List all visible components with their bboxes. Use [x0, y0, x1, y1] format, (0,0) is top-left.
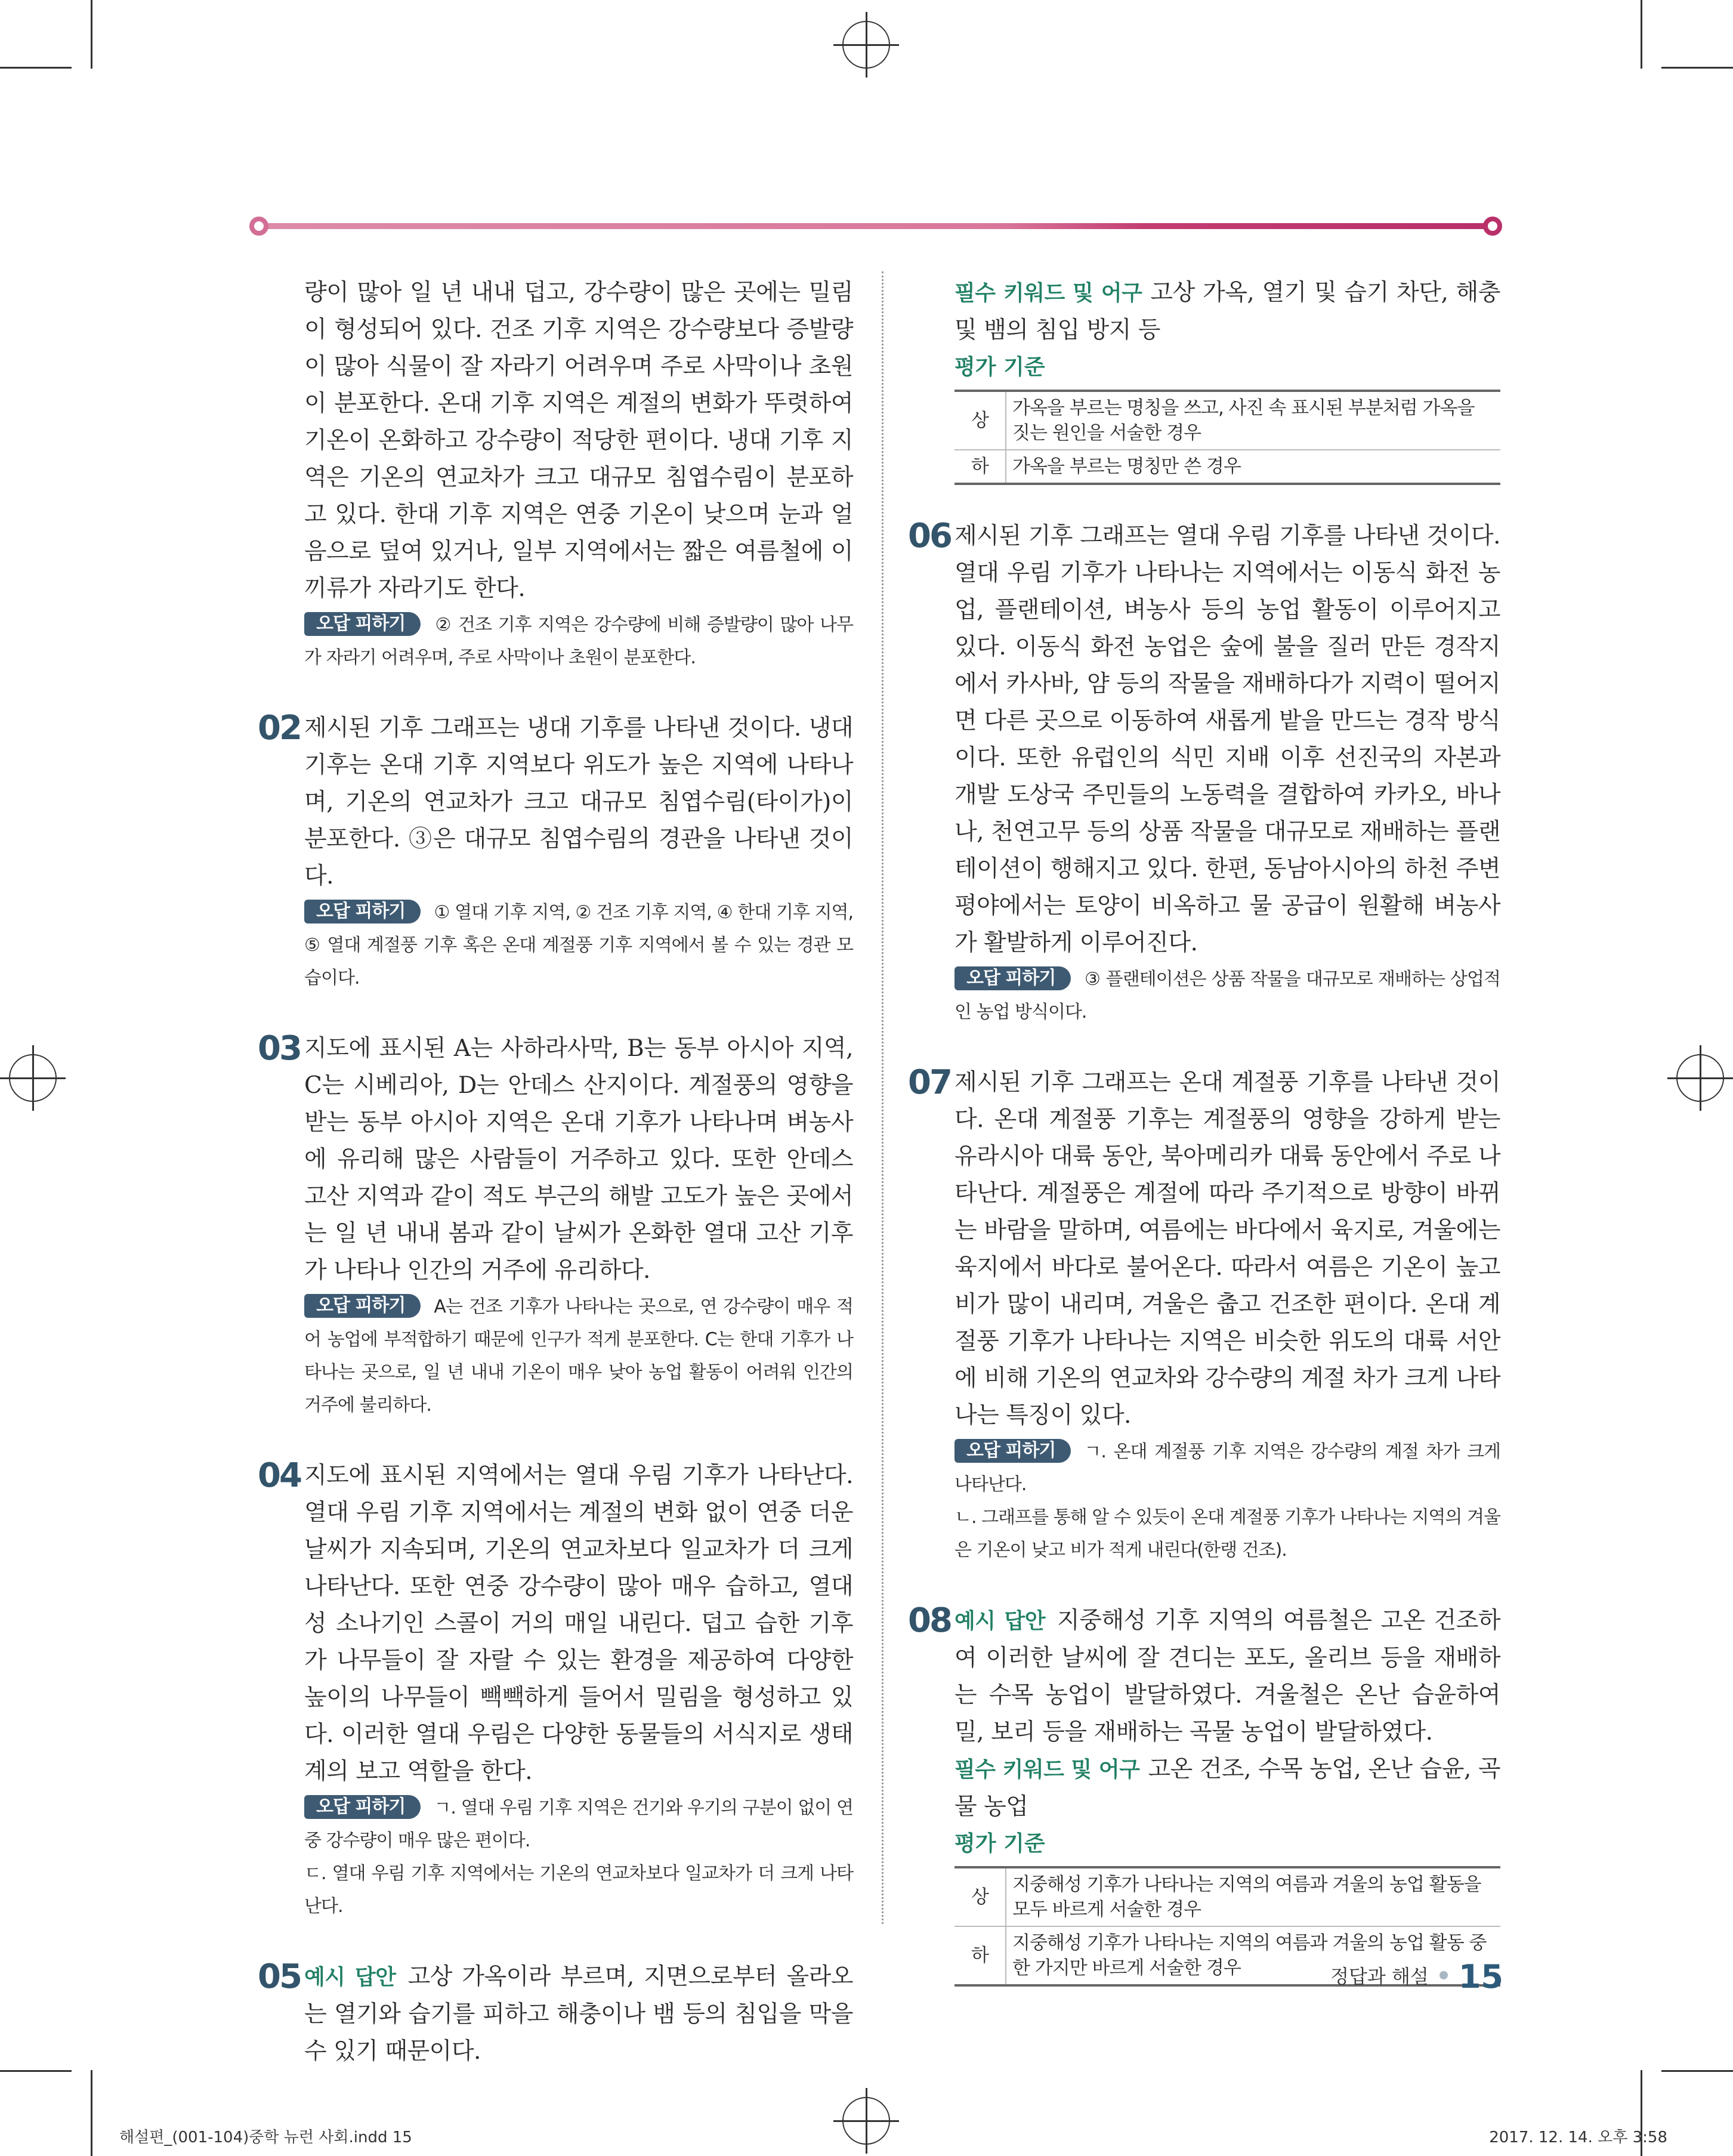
- answer-06: [908, 517, 1500, 1028]
- evaluation-table: [954, 390, 1500, 485]
- keyword-label: 필수 키워드 및 어구: [954, 1757, 1140, 1782]
- table-row: [954, 391, 1500, 450]
- wrong-answer-note: [954, 1435, 1500, 1567]
- wrong-answer-note: [954, 963, 1500, 1028]
- keyword-label: 필수 키워드 및 어구: [954, 281, 1142, 305]
- question-number: 02: [258, 709, 301, 748]
- wrong-answer-tag: 오답 피하기: [304, 612, 421, 636]
- question-number: 05: [258, 1957, 301, 1996]
- answer-body: 량이 많아 일 년 내내 덥고, 강수량이 많은 곳에는 밀림이 형성되어 있다. 건조 기후 지역은 강수량보다 증발량이 많아 식물이 잘 자라기 어려우며 주로 사막이나 초원이 분포한다. 온대 기후 지역은 계절의 변화가 뚜렷하여 기온이 온화하고 강수량이 적당한 편이다. 냉대 기후 지역은 기온의 연교차가 크고 대규모 침엽수림이 분포하고 있다. 한대 기후 지역은 연중 기온이 낮으며 눈과 얼음으로 덮여 있거나, 일부 지역에서는 짧은 여름철에 이끼류가 자라기도 한다.: [304, 279, 853, 602]
- answer-intro: [304, 274, 853, 674]
- note-text: ㄱ. 온대 계절풍 기후 지역은 강수량의 계절 차가 크게 나타난다.: [954, 1441, 1500, 1495]
- grade-cell: 하: [954, 1926, 1006, 1985]
- note-text: ① 열대 기후 지역, ② 건조 기후 지역, ④ 한대 기후 지역, ⑤ 열대 계절풍 기후 혹은 온대 계절풍 기후 지역에서 볼 수 있는 경관 모습이다.: [304, 902, 853, 989]
- question-number: 08: [908, 1601, 951, 1640]
- note-text: ㄴ. 그래프를 통해 알 수 있듯이 온대 계절풍 기후가 나타나는 지역의 겨울은 기온이 낮고 비가 적게 내린다(한랭 건조).: [954, 1507, 1500, 1561]
- criteria-cell: 가옥을 부르는 명칭만 쓴 경우: [1006, 450, 1500, 484]
- wrong-answer-tag: 오답 피하기: [954, 966, 1071, 990]
- note-text: A는 건조 기후가 나타나는 곳으로, 연 강수량이 매우 적어 농업에 부적합하기 때문에 인구가 적게 분포한다. C는 한대 기후가 나타나는 곳으로, 일 년 내내 기온이 매우 낮아 농업 활동이 어려워 인간의 거주에 불리하다.: [304, 1296, 853, 1416]
- column-divider: [882, 271, 884, 1924]
- answer-body: 지중해성 기후 지역의 여름철은 고온 건조하여 이러한 날씨에 잘 견디는 포도, 올리브 등을 재배하는 수목 농업이 발달하였다. 겨울철은 온난 습윤하여 밀, 보리 등을 재배하는 곡물 농업이 발달하였다.: [954, 1607, 1500, 1746]
- answer-08: [908, 1601, 1501, 1987]
- file-slug: 해설편_(001-104)중학 뉴런 사회.indd 15: [119, 2129, 412, 2146]
- right-column: [908, 274, 1501, 1987]
- note-text: ㄱ. 열대 우림 기후 지역은 건기와 우기의 구분이 없이 연중 강수량이 매우 많은 편이다.: [304, 1797, 853, 1851]
- registration-mark-right: [1667, 1045, 1733, 1111]
- question-number: 07: [908, 1063, 951, 1102]
- registration-mark-bottom: [833, 2088, 899, 2154]
- answer-04: [258, 1456, 853, 1923]
- answer-05-continued: [954, 274, 1500, 485]
- page-footer: [1300, 1958, 1503, 1996]
- answer-body: 고상 가옥이라 부르며, 지면으로부터 올라오는 열기와 습기를 피하고 해충이나 뱀 등의 침입을 막을 수 있기 때문이다.: [304, 1963, 853, 2065]
- bullet-icon: [1439, 1971, 1448, 1979]
- answer-body: 지도에 표시된 A는 사하라사막, B는 동부 아시아 지역, C는 시베리아, D는 안데스 산지이다. 계절풍의 영향을 받는 동부 아시아 지역은 온대 기후가 나타나며 벼농사에 유리해 많은 사람들이 거주하고 있다. 또한 안데스 고산 지역과 같이 적도 부근의 해발 고도가 높은 곳에서는 일 년 내내 봄과 같이 날씨가 온화한 열대 고산 기후가 나타나 인간의 거주에 유리하다.: [304, 1035, 853, 1284]
- wrong-answer-note: [304, 1290, 853, 1422]
- header-bar-dot-left: [249, 217, 268, 236]
- wrong-answer-note: [304, 896, 853, 994]
- answer-body: 지도에 표시된 지역에서는 열대 우림 기후가 나타난다. 열대 우림 기후 지역에서는 계절의 변화 없이 연중 더운 날씨가 지속되며, 기온의 연교차보다 일교차가 더 크게 나타난다. 또한 연중 강수량이 많아 매우 습하고, 열대성 소나기인 스콜이 거의 매일 내린다. 덥고 습한 기후가 나무들이 잘 자랄 수 있는 환경을 제공하여 다양한 높이의 나무들이 빽빽하게 들어서 밀림을 형성하고 있다. 이러한 열대 우림은 다양한 동물들의 서식지로 생태계의 보고 역할을 한다.: [304, 1462, 853, 1785]
- table-row: [954, 1867, 1500, 1926]
- wrong-answer-note: [304, 609, 853, 674]
- answer-03: [258, 1029, 853, 1422]
- question-number: 04: [258, 1456, 301, 1495]
- wrong-answer-tag: 오답 피하기: [954, 1439, 1071, 1463]
- evaluation-label: 평가 기준: [954, 355, 1045, 379]
- section-label: 정답과 해설: [1330, 1965, 1429, 1988]
- example-answer-label: 예시 답안: [304, 1965, 396, 1990]
- print-timestamp: 2017. 12. 14. 오후 3:58: [1489, 2129, 1667, 2146]
- grade-cell: 상: [954, 1867, 1006, 1926]
- header-bar-dot-right: [1483, 217, 1502, 236]
- answer-body: 제시된 기후 그래프는 온대 계절풍 기후를 나타낸 것이다. 온대 계절풍 기후는 계절풍의 영향을 강하게 받는 유라시아 대륙 동안, 북아메리카 대륙 동안에서 주로 나타난다. 계절풍은 계절에 따라 주기적으로 방향이 바뀌는 바람을 말하며, 여름에는 바다에서 육지로, 겨울에는 육지에서 바다로 불어온다. 따라서 여름은 기온이 높고 비가 많이 내리며, 겨울은 춥고 건조한 편이다. 온대 계절풍 기후가 나타나는 지역은 비슷한 위도의 대륙 서안에 비해 기온의 연교차와 강수량의 계절 차가 크게 나타나는 특징이 있다.: [954, 1069, 1500, 1429]
- criteria-cell: 지중해성 기후가 나타나는 지역의 여름과 겨울의 농업 활동을 모두 바르게 서술한 경우: [1012, 1874, 1481, 1920]
- keyword-text: 고상 가옥, 열기 및 습기 차단, 해충 및 뱀의 침입 방지 등: [954, 279, 1500, 344]
- left-column: [258, 274, 853, 2070]
- wrong-answer-tag: 오답 피하기: [304, 1795, 421, 1819]
- wrong-answer-tag: 오답 피하기: [304, 900, 421, 923]
- keyword-text: 고온 건조, 수목 농업, 온난 습윤, 곡물 농업: [954, 1756, 1501, 1820]
- example-answer-label: 예시 답안: [954, 1609, 1046, 1633]
- criteria-cell: 지중해성 기후가 나타나는 지역의 여름과 겨울의 농업 활동 중 한 가지만 바르게 서술한 경우: [1006, 1926, 1500, 1985]
- answer-05: [258, 1957, 853, 2070]
- answer-body: 제시된 기후 그래프는 열대 우림 기후를 나타낸 것이다. 열대 우림 기후가 나타나는 지역에서는 이동식 화전 농업, 플랜테이션, 벼농사 등의 농업 활동이 이루어지고 있다. 이동식 화전 농업은 숲에 불을 질러 만든 경작지에서 카사바, 얌 등의 작물을 재배하다가 지력이 떨어지면 다른 곳으로 이동하여 새롭게 밭을 만드는 경작 방식이다. 또한 유럽인의 식민 지배 이후 선진국의 자본과 개발 도상국 주민들의 노동력을 결합하여 카카오, 바나나, 천연고무 등의 상품 작물을 대규모로 재배하는 플랜테이션이 행해지고 있다. 한편, 동남아시아의 하천 주변 평야에서는 토양이 비옥하고 물 공급이 원활해 벼농사가 활발하게 이루어진다.: [954, 523, 1500, 956]
- table-row: [954, 450, 1500, 484]
- question-number: 06: [908, 517, 951, 555]
- registration-mark-top: [833, 12, 899, 78]
- answer-02: [258, 709, 853, 994]
- evaluation-label: 평가 기준: [954, 1831, 1045, 1856]
- note-text: ③ 플랜테이션은 상품 작물을 대규모로 재배하는 상업적인 농업 방식이다.: [954, 969, 1500, 1023]
- answer-body: 제시된 기후 그래프는 냉대 기후를 나타낸 것이다. 냉대 기후는 온대 기후 지역보다 위도가 높은 지역에 나타나며, 기온의 연교차가 크고 대규모 침엽수림(타이가)이 분포한다. ③은 대규모 침엽수림의 경관을 나타낸 것이다.: [304, 715, 853, 889]
- grade-cell: 하: [954, 450, 1006, 484]
- grade-cell: 상: [954, 391, 1006, 450]
- answer-07: [908, 1063, 1500, 1567]
- criteria-cell: 가옥을 부르는 명칭을 쓰고, 사진 속 표시된 부분처럼 가옥을 짓는 원인을 서술한 경우: [1012, 397, 1475, 444]
- note-text: ㄷ. 열대 우림 기후 지역에서는 기온의 연교차보다 일교차가 더 크게 나타난다.: [304, 1863, 853, 1917]
- page-number: 15: [1458, 1958, 1503, 1996]
- wrong-answer-tag: 오답 피하기: [304, 1294, 421, 1318]
- registration-mark-left: [0, 1045, 66, 1111]
- wrong-answer-note: [304, 1791, 853, 1923]
- header-bar: [249, 220, 1502, 233]
- question-number: 03: [258, 1029, 301, 1068]
- note-text: ② 건조 기후 지역은 강수량에 비해 증발량이 많아 나무가 자라기 어려우며, 주로 사막이나 초원이 분포한다.: [304, 614, 853, 668]
